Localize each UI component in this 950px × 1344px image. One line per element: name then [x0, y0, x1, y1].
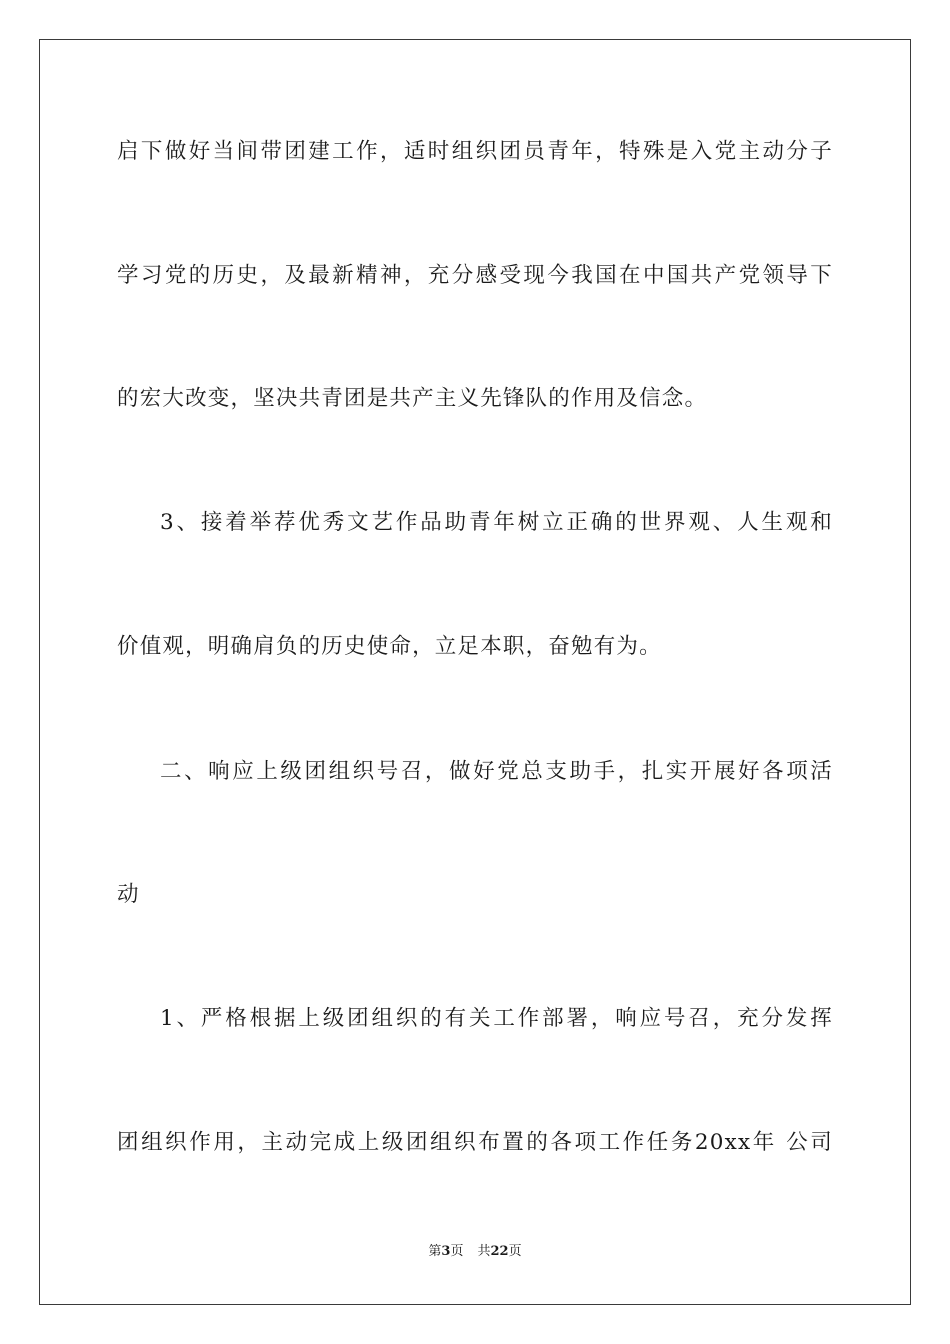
total-prefix: 共: [477, 1244, 491, 1259]
total-pages: 22: [490, 1244, 509, 1259]
page-footer: [0, 1243, 950, 1261]
body-text-line: 启下做好当间带团建工作，适时组织团员青年，特殊是入党主动分子: [117, 139, 833, 164]
page-prefix: 第: [428, 1244, 442, 1259]
paragraph-first-line: 3、接着举荐优秀文艺作品助青年树立正确的世界观、人生观和: [160, 510, 833, 535]
section-heading-line: 二、响应上级团组织号召，做好党总支助手，扎实开展好各项活: [160, 759, 833, 784]
body-text-line: 团组织作用，主动完成上级团组织布置的各项工作任务20xx年 公司: [117, 1130, 833, 1155]
body-text-line: 学习党的历史，及最新精神，充分感受现今我国在中国共产党领导下: [117, 263, 833, 288]
body-text-line: 价值观，明确肩负的历史使命，立足本职，奋勉有为。: [117, 634, 662, 659]
body-text-line: 的宏大改变，坚决共青团是共产主义先锋队的作用及信念。: [117, 386, 708, 411]
page-suffix: 页: [450, 1244, 464, 1259]
paragraph-first-line: 1、严格根据上级团组织的有关工作部署，响应号召，充分发挥: [160, 1006, 833, 1031]
total-suffix: 页: [508, 1244, 522, 1259]
page-number: 3: [441, 1244, 451, 1259]
section-heading-line: 动: [117, 882, 140, 907]
page-border: [39, 39, 911, 1305]
